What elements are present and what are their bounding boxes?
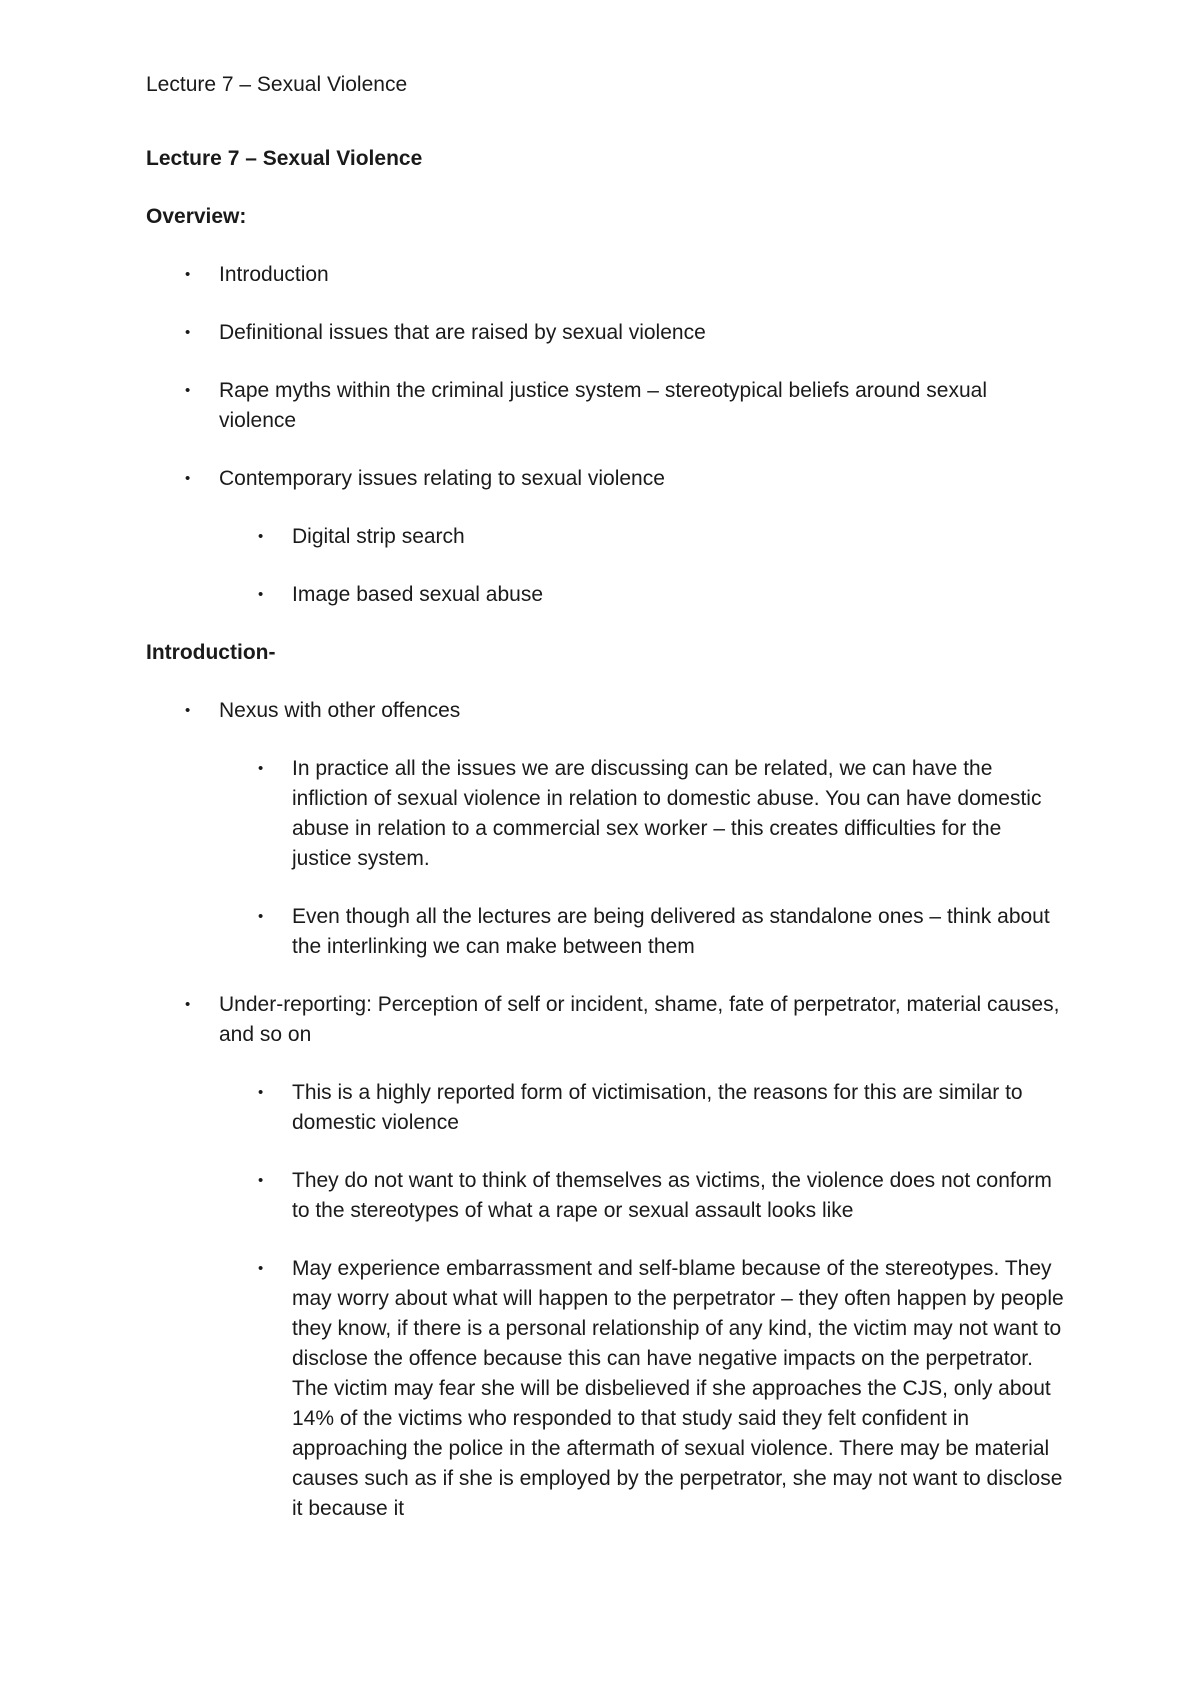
subitem-digital-strip-search (219, 522, 1066, 552)
list-item-text: Rape myths within the criminal justice system – stereotypical beliefs around sexual violence (219, 379, 988, 432)
overview-item-introduction (146, 260, 1066, 290)
bullet-icon: • (185, 324, 191, 341)
running-header: Lecture 7 – Sexual Violence (146, 73, 408, 96)
bullet-icon: • (258, 1084, 264, 1101)
under-reporting-point (219, 1078, 1066, 1138)
introduction-item-nexus (146, 696, 1066, 962)
bullet-icon: • (185, 996, 191, 1013)
list-item-text: Definitional issues that are raised by sexual violence (219, 321, 706, 344)
under-reporting-sublist (219, 1078, 1066, 1524)
list-item-text: Contemporary issues relating to sexual violence (219, 467, 665, 490)
nexus-point (219, 754, 1066, 874)
document-body (146, 70, 1066, 1552)
list-item-text: Nexus with other offences (219, 699, 461, 722)
under-reporting-point (219, 1166, 1066, 1226)
bullet-icon: • (258, 908, 264, 925)
list-item-text: In practice all the issues we are discussing can be related, we can have the infliction of sexual violence in relation to domestic abuse. You can have domestic abuse in relation to a commercial sex worker – this creates difficulties for the justice system. (292, 757, 1042, 870)
bullet-icon: • (258, 1260, 264, 1277)
introduction-list (146, 696, 1066, 1524)
bullet-icon: • (185, 702, 191, 719)
list-item-text: This is a highly reported form of victimisation, the reasons for this are similar to domestic violence (292, 1081, 1023, 1134)
list-item-text: May experience embarrassment and self-blame because of the stereotypes. They may worry about what will happen to the perpetrator – they often happen by people they know, if there is a personal relationship of any kind, the victim may not want to disclose the offence because this can have negative impacts on the perpetrator. The victim may fear she will be disbelieved if she approaches the CJS, only about 14% of the victims who responded to that study said they felt confident in approaching the police in the aftermath of sexual violence. There may be material causes such as if she is employed by the perpetrator, she may not want to disclose it because it (292, 1257, 1064, 1520)
overview-item-contemporary-issues (146, 464, 1066, 610)
bullet-icon: • (185, 470, 191, 487)
introduction-heading: Introduction- (146, 641, 276, 664)
list-item-text: Introduction (219, 263, 329, 286)
subitem-image-based-abuse (219, 580, 1066, 610)
list-item-text: Under-reporting: Perception of self or incident, shame, fate of perpetrator, material causes, and so on (219, 993, 1060, 1046)
overview-list (146, 260, 1066, 610)
bullet-icon: • (185, 266, 191, 283)
bullet-icon: • (258, 528, 264, 545)
bullet-icon: • (258, 586, 264, 603)
bullet-icon: • (258, 1172, 264, 1189)
overview-item-definitional-issues (146, 318, 1066, 348)
overview-item-rape-myths (146, 376, 1066, 436)
bullet-icon: • (185, 382, 191, 399)
nexus-point (219, 902, 1066, 962)
list-item-text: Digital strip search (292, 525, 465, 548)
lecture-title: Lecture 7 – Sexual Violence (146, 147, 423, 170)
list-item-text: Image based sexual abuse (292, 583, 544, 606)
overview-heading: Overview: (146, 205, 247, 228)
nexus-sublist (219, 754, 1066, 962)
bullet-icon: • (258, 760, 264, 777)
list-item-text: They do not want to think of themselves as victims, the violence does not conform to the stereotypes of what a rape or sexual assault looks like (292, 1169, 1052, 1222)
introduction-item-under-reporting (146, 990, 1066, 1524)
contemporary-issues-sublist (219, 522, 1066, 610)
list-item-text: Even though all the lectures are being delivered as standalone ones – think about the interlinking we can make between them (292, 905, 1050, 958)
under-reporting-point (219, 1254, 1066, 1524)
